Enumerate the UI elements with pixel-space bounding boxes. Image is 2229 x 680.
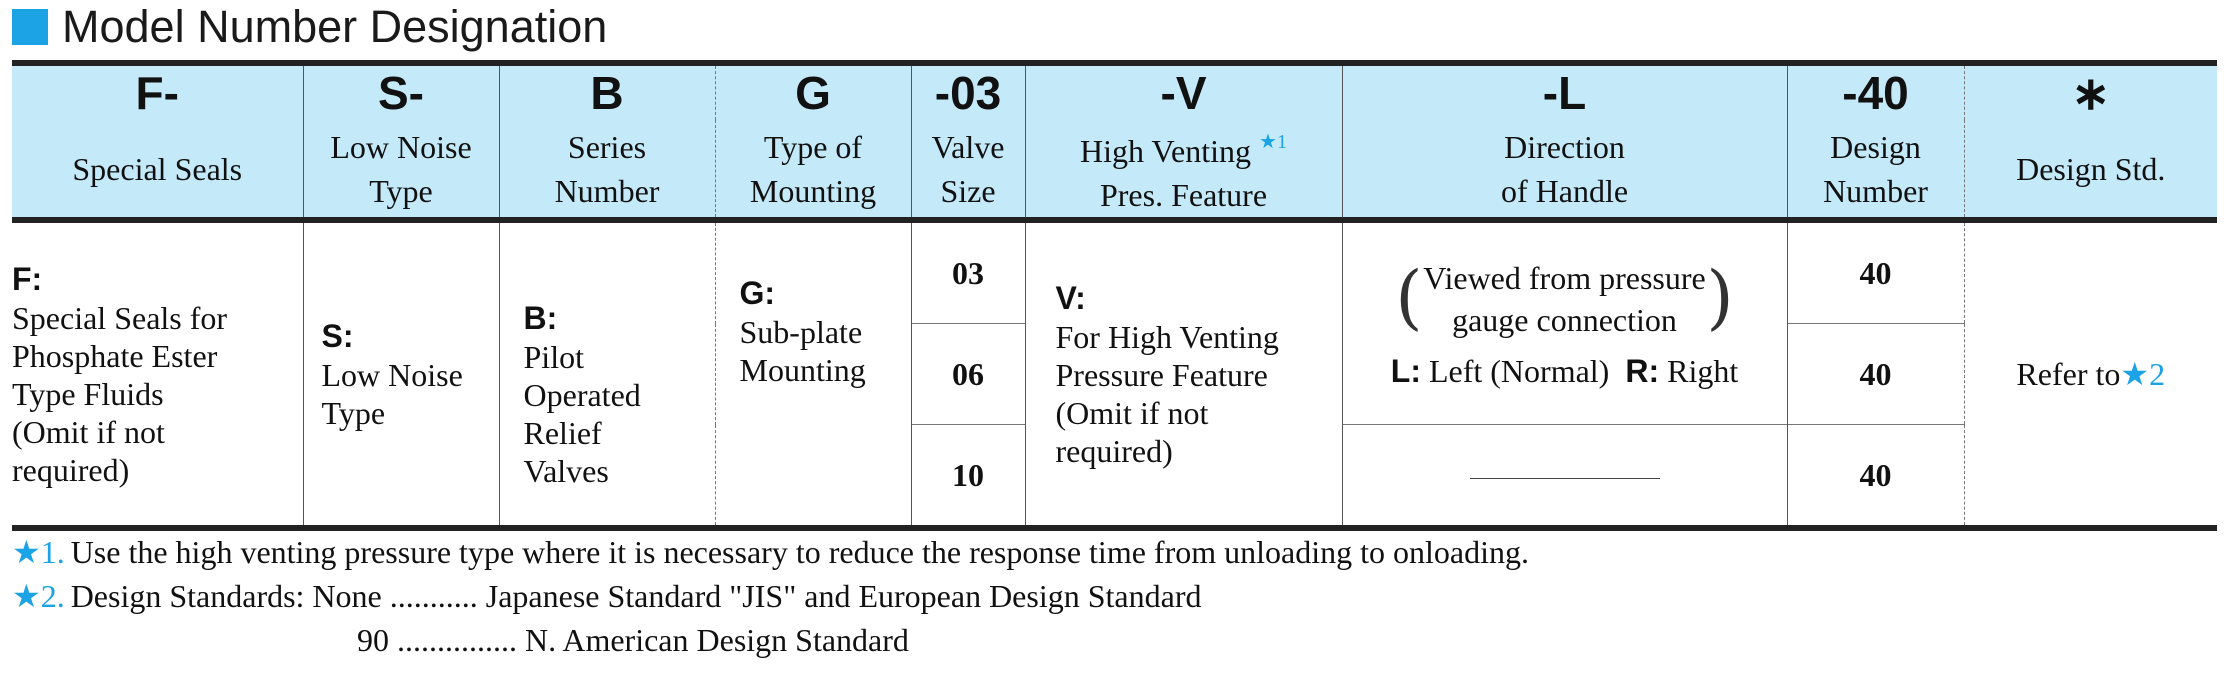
code-cell: ∗ bbox=[1964, 63, 2217, 120]
valve-size-cell: 06 bbox=[911, 324, 1025, 425]
design-number-cell: 40 bbox=[1787, 425, 1964, 529]
label-cell: Design Std. bbox=[1964, 120, 2217, 220]
code-cell: B bbox=[499, 63, 715, 120]
none-dash bbox=[1470, 478, 1660, 479]
footnote-star-icon: ★1 bbox=[1259, 131, 1287, 153]
code-cell: -L bbox=[1342, 63, 1787, 120]
title-square-icon bbox=[12, 9, 48, 45]
section-heading bbox=[12, 2, 607, 52]
venting-desc: V: For High Venting Pressure Feature (Omit if not required) bbox=[1025, 220, 1342, 528]
footnote-star-icon: ★2 bbox=[2120, 356, 2166, 392]
handle-desc: ( Viewed from pressure gauge connection ) L: Left (Normal) R: Right bbox=[1342, 220, 1787, 425]
footnote-1: ★1. Use the high venting pressure type where it is necessary to reduce the response time from unloading to onloading. bbox=[12, 534, 1529, 570]
label-cell: Valve Size bbox=[911, 120, 1025, 220]
footnote-star-icon: ★2. bbox=[12, 578, 65, 614]
footnote-2: ★2. Design Standards: None ........... Japanese Standard "JIS" and European Design Standard bbox=[12, 578, 1202, 614]
code-cell: -03 bbox=[911, 63, 1025, 120]
design-std-desc: Refer to★2 bbox=[1964, 220, 2217, 528]
design-number-cell: 40 bbox=[1787, 220, 1964, 324]
label-cell: Special Seals bbox=[12, 120, 303, 220]
viewed-note: ( Viewed from pressure gauge connection ) bbox=[1395, 256, 1734, 338]
label-cell: Design Number bbox=[1787, 120, 1964, 220]
model-number-table bbox=[12, 60, 2217, 531]
valve-size-cell: 10 bbox=[911, 425, 1025, 529]
footnote-2-cont: 90 ............... N. American Design Standard bbox=[357, 622, 909, 658]
code-cell: F- bbox=[12, 63, 303, 120]
label-cell: Type of Mounting bbox=[715, 120, 911, 220]
code-cell: S- bbox=[303, 63, 499, 120]
design-number-cell: 40 bbox=[1787, 324, 1964, 425]
label-cell: Direction of Handle bbox=[1342, 120, 1787, 220]
code-cell: G bbox=[715, 63, 911, 120]
code-row bbox=[12, 63, 2217, 120]
handle-none-cell bbox=[1342, 425, 1787, 529]
special-seals-desc: F: Special Seals for Phosphate Ester Type Fluids (Omit if not required) bbox=[12, 220, 303, 528]
label-cell: Series Number bbox=[499, 120, 715, 220]
code-cell: -V bbox=[1025, 63, 1342, 120]
body-row bbox=[12, 220, 2217, 324]
valve-size-cell: 03 bbox=[911, 220, 1025, 324]
label-cell: High Venting $^{★1}$ Pres. Feature bbox=[1025, 120, 1342, 220]
label-row bbox=[12, 120, 2217, 220]
label-cell: Low Noise Type bbox=[303, 120, 499, 220]
footnote-star-icon: ★1. bbox=[12, 534, 65, 570]
footnotes bbox=[12, 530, 1529, 662]
mounting-desc: G: Sub-plate Mounting bbox=[715, 220, 911, 528]
page-title: Model Number Designation bbox=[62, 1, 608, 52]
low-noise-desc: S: Low Noise Type bbox=[303, 220, 499, 528]
series-desc: B: Pilot Operated Relief Valves bbox=[499, 220, 715, 528]
code-cell: -40 bbox=[1787, 63, 1964, 120]
